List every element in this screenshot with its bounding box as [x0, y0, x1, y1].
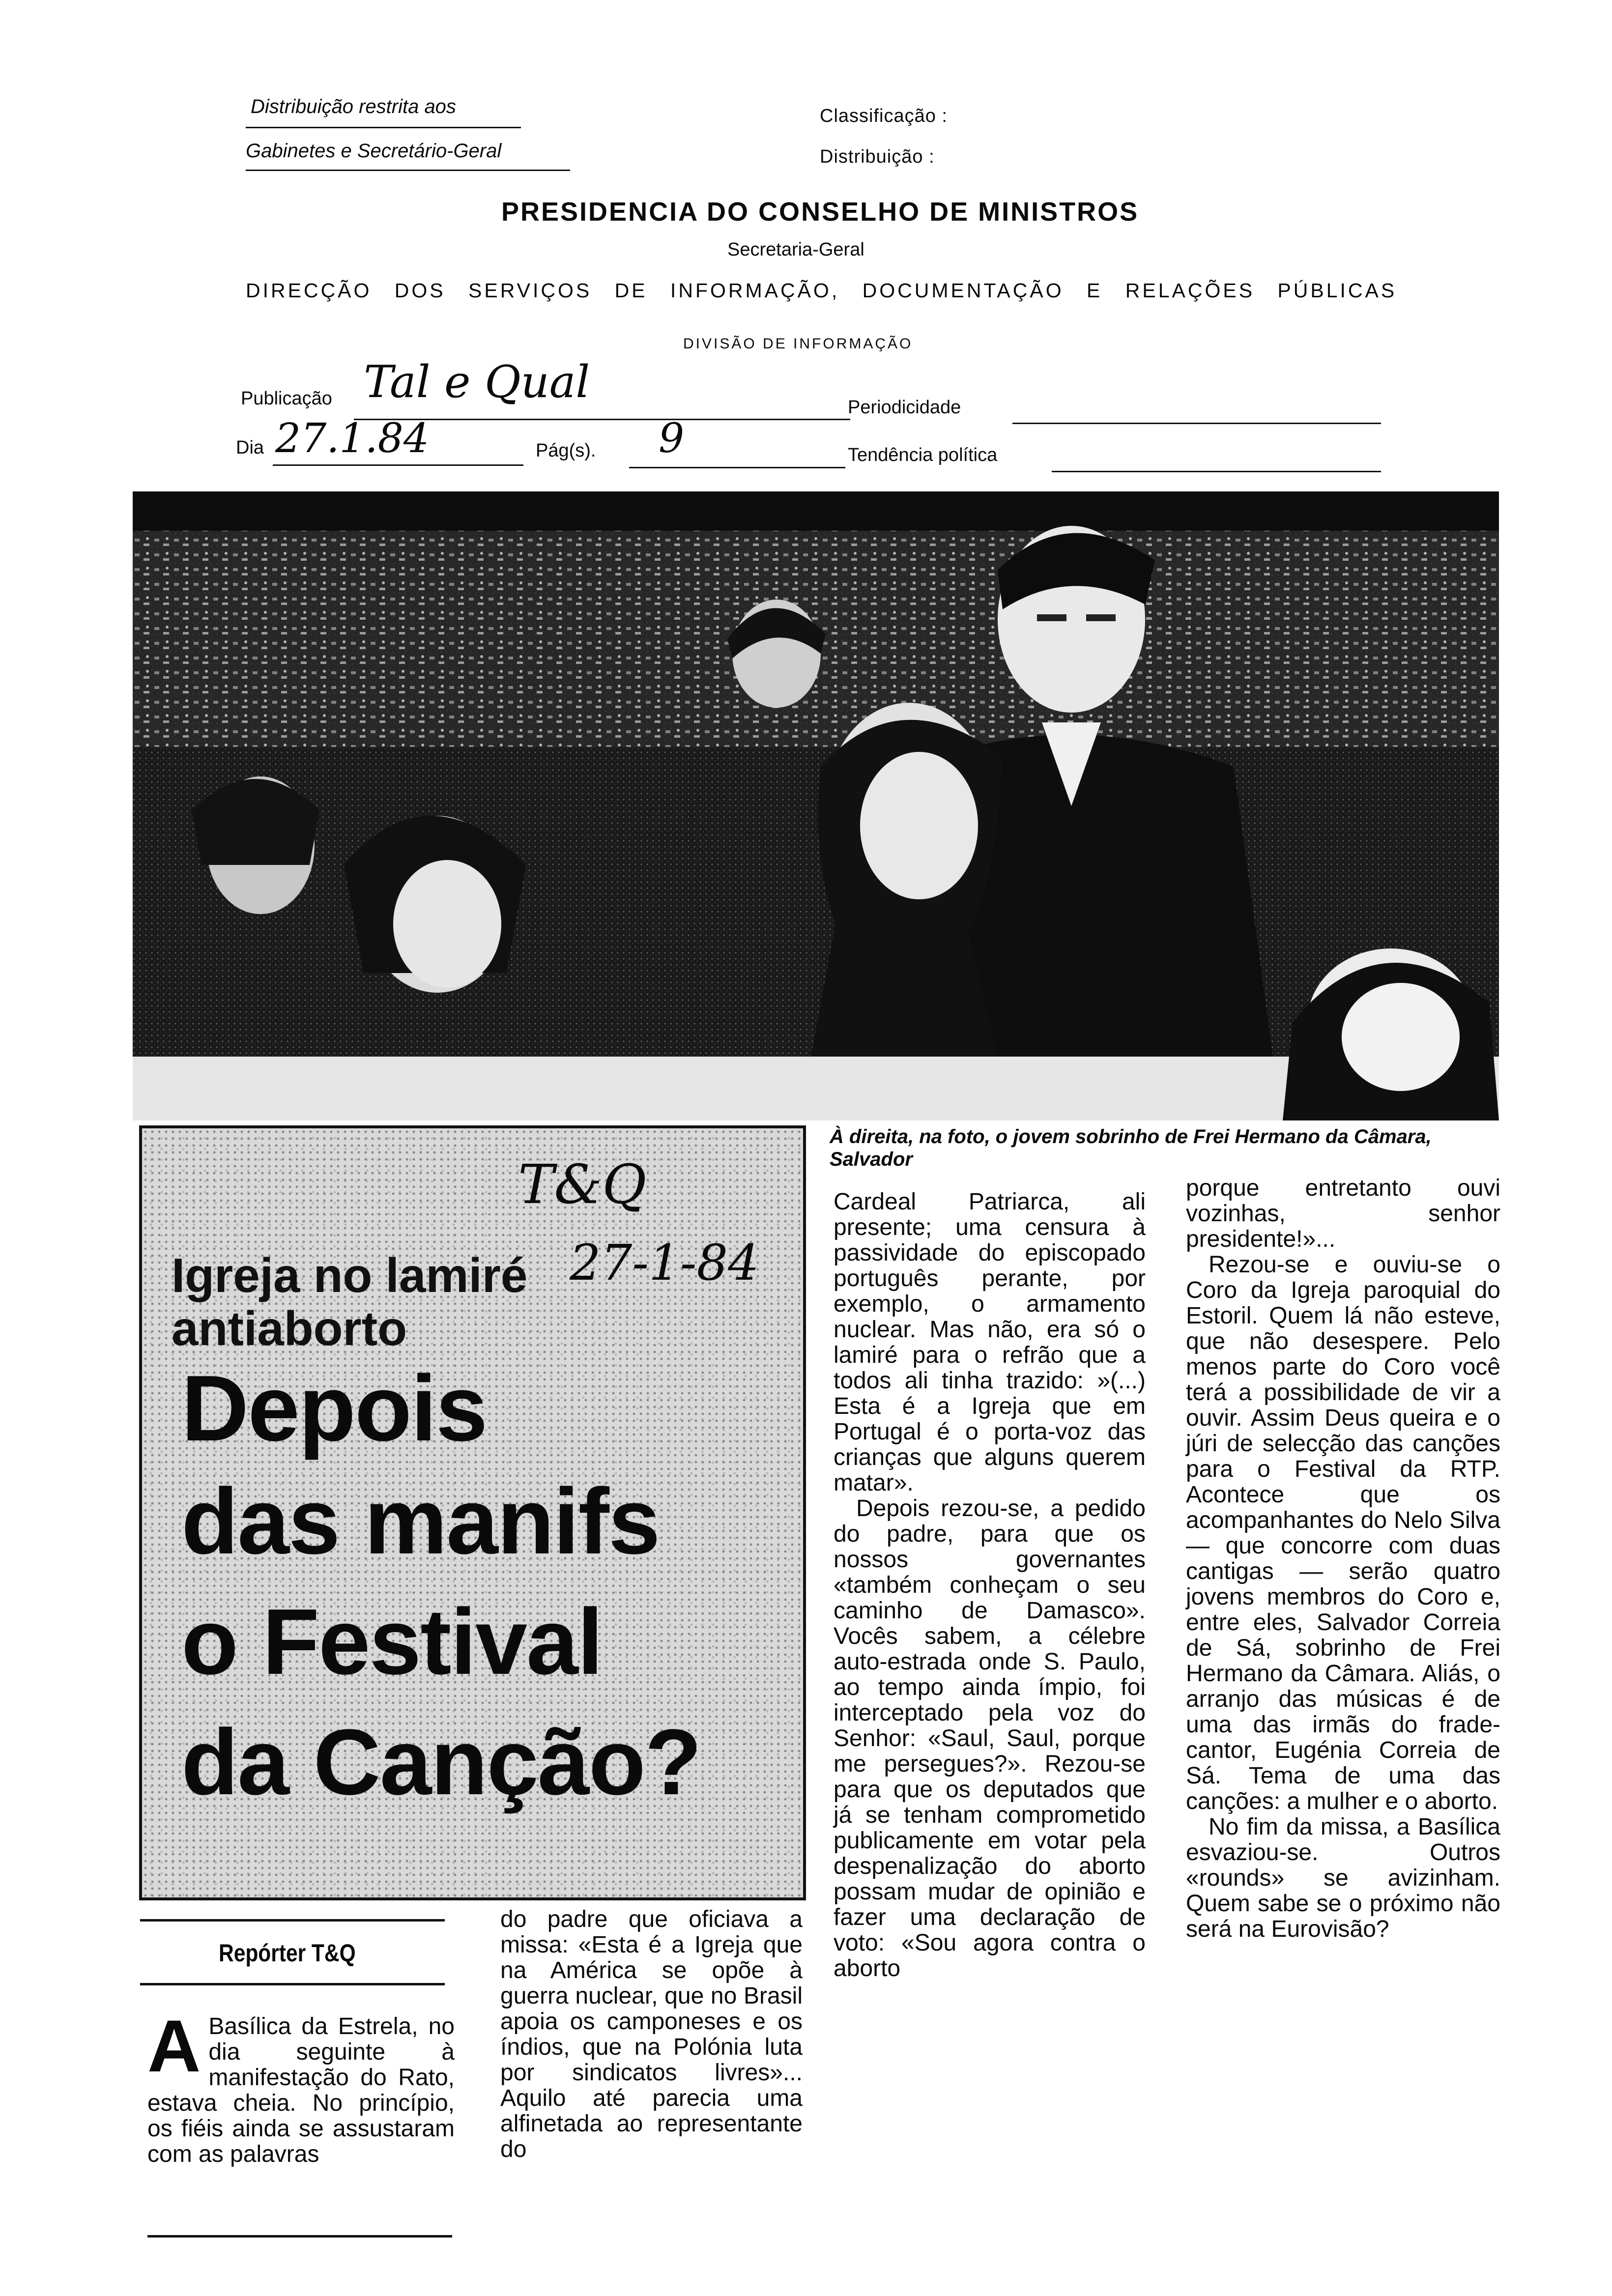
article-column-4 — [1186, 1176, 1500, 1942]
institution-title: PRESIDENCIA DO CONSELHO DE MINISTROS — [501, 197, 1139, 227]
classification-label: Classificação : — [820, 106, 948, 126]
column-1-end-rule — [147, 2235, 452, 2238]
pages-handwritten: 9 — [659, 415, 685, 462]
headline-box — [139, 1125, 806, 1900]
day-line — [273, 464, 523, 466]
headline-line-3: o Festival — [181, 1590, 603, 1694]
headline-line-2: das manifs — [181, 1469, 660, 1574]
restriction-line-1: Distribuição restrita aos — [251, 96, 456, 117]
article-column-2 — [500, 1907, 803, 2162]
handwritten-note-date: 27-1-84 — [570, 1234, 759, 1292]
article-photo — [133, 491, 1499, 1120]
handwritten-note-publication: T&Q — [518, 1153, 647, 1216]
byline-rule-top — [140, 1919, 445, 1922]
column-2-paragraph: do padre que oficiava a missa: «Esta é a Igreja que na América se opõe à guerra nuclear, que no Brasil apoia os camponeses e os índios, que na Polónia luta por sindicatos livres»... Aquilo até parecia uma alfinetada ao representante do — [500, 1906, 803, 2162]
periodicity-label: Periodicidade — [848, 397, 961, 418]
periodicity-line — [1012, 423, 1381, 424]
day-handwritten: 27.1.84 — [275, 415, 429, 462]
distribution-label: Distribuição : — [820, 146, 935, 167]
secretariat-title: Secretaria-Geral — [727, 239, 864, 260]
pages-line — [629, 467, 845, 468]
article-column-1 — [147, 2005, 455, 2167]
photo-caption: À direita, na foto, o jovem sobrinho de Frei Hermano da Câmara, Salvador — [830, 1126, 1432, 1170]
tendency-line — [1052, 471, 1381, 472]
column-4-paragraph-2: Rezou-se e ouviu-se o Coro da Igreja paroquial do Estoril. Quem lá não esteve, que não desespere. Pelo menos parte do Coro você terá a possibilidade de vir a ouvir. Assim Deus queira e o júri de selecção das canções para o Festival da RTP. Acontece que os acompanhantes do Nelo Silva — que concorre com duas cantigas — serão quatro jovens membros do Coro e, entre eles, Salvador Correia de Sá, sobrinho de Frei Hermano da Câmara. Aliás, o arranjo das músicas é de uma das irmãs do frade-cantor, Eugénia Correia de Sá. Tema de uma das canções: a mulher e o aborto. — [1186, 1252, 1500, 1814]
byline: Repórter T&Q — [219, 1939, 356, 1967]
publication-handwritten: Tal e Qual — [364, 356, 590, 408]
restriction-line-2: Gabinetes e Secretário-Geral — [246, 140, 502, 162]
headline-kicker: Igreja no lamiré antiaborto — [172, 1248, 528, 1355]
column-3-paragraph-1: Cardeal Patriarca, ali presente; uma censura à passividade do episcopado português perante, por exemplo, o armamento nuclear. Mas não, era só o lamiré para o refrão que a todos ali tinha trazido: »(...) Esta é a Igreja que em Portugal é o porta-voz das crianças que alguns querem matar». — [834, 1189, 1146, 1496]
division-title: DIVISÃO DE INFORMAÇÃO — [683, 336, 913, 352]
column-1-paragraph: Basílica da Estrela, no dia seguinte à manifestação do Rato, estava cheia. No princípio, os fiéis ainda se assustaram com as palavras — [147, 2013, 455, 2167]
column-3-paragraph-2: Depois rezou-se, a pedido do padre, para que os nossos governantes «também conheçam o seu caminho de Damasco». Vocês sabem, a célebre auto-estrada onde S. Paulo, ao tempo ainda ímpio, foi interceptado pela voz do Senhor: «Saul, Saul, porque me persegues?». Rezou-se para que os deputados que já se tenham comprometido publicamente em votar pela despenalização do aborto possam mudar de opinião e fazer uma declaração de voto: «Sou agora contra o aborto — [834, 1495, 1146, 1981]
day-label: Dia — [236, 437, 264, 458]
drop-cap: A — [147, 2005, 201, 2087]
restriction-underline-1 — [246, 127, 521, 128]
tendency-label: Tendência política — [848, 445, 998, 465]
photo-illustration — [133, 491, 1499, 1120]
column-4-paragraph-3: No fim da missa, a Basílica esvaziou-se. Outros «rounds» se avizinham. Quem sabe se o próximo não será na Eurovisão? — [1186, 1814, 1500, 1942]
pages-label: Pág(s). — [536, 440, 596, 461]
publication-label: Publicação — [241, 388, 332, 409]
byline-rule-bottom — [140, 1983, 445, 1985]
headline-line-4: da Canção? — [181, 1710, 701, 1814]
article-column-3 — [834, 1189, 1146, 1981]
headline-line-1: Depois — [181, 1356, 487, 1461]
restriction-underline-2 — [246, 170, 570, 171]
directorate-title: DIRECÇÃO DOS SERVIÇOS DE INFORMAÇÃO, DOCUMENTAÇÃO E RELAÇÕES PÚBLICAS — [246, 279, 1397, 302]
column-4-paragraph-1: porque entretanto ouvi vozinhas, senhor presidente!»... — [1186, 1175, 1500, 1252]
